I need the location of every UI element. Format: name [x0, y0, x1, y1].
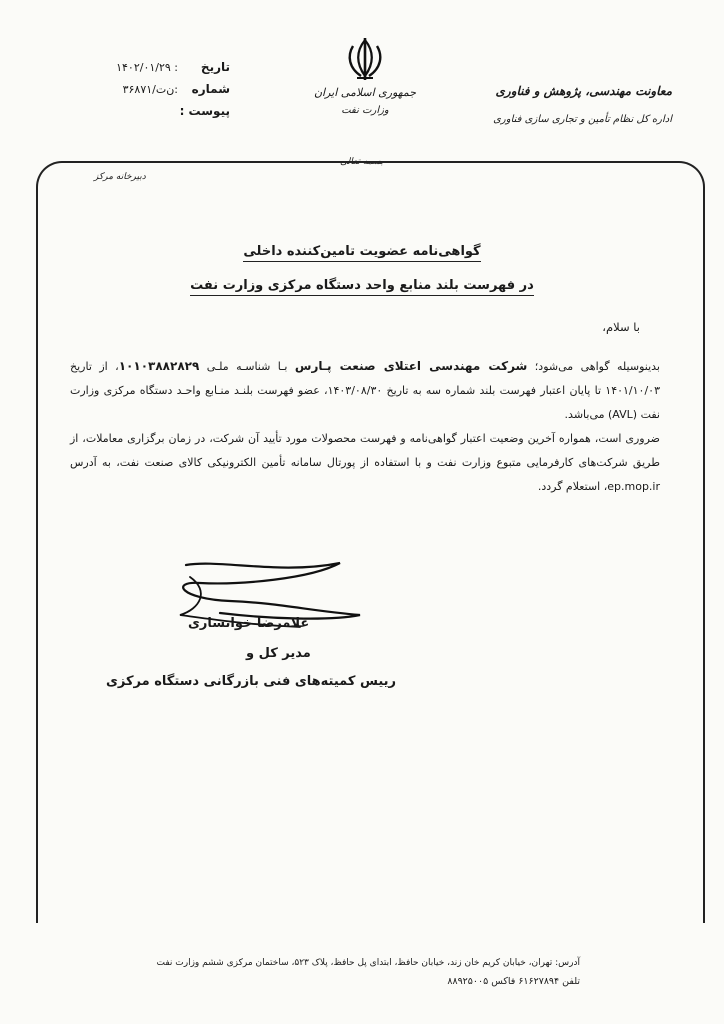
national-id: ۱۰۱۰۳۸۸۲۸۲۹ [118, 359, 200, 373]
date-row [90, 56, 230, 78]
number-row [90, 78, 230, 100]
footer-phone: تلفن ۶۱۶۲۷۸۹۴ فاکس ۸۸۹۲۵۰۰۵ [447, 976, 580, 987]
certificate-title-text: گواهی‌نامه عضویت تامین‌کننده داخلی [243, 244, 480, 262]
emblem-text-ministry: وزارت نفت [341, 105, 389, 116]
date-value: : ۱۴۰۲/۰۱/۲۹ [116, 60, 178, 74]
signatory-role-1: مدیر کل و [246, 646, 311, 661]
letter-meta [90, 56, 230, 122]
attachment-label: پیوست : [179, 104, 230, 118]
certificate-subtitle-text: در فهرست بلند منابع واحد دستگاه مرکزی وزارت نفت [190, 278, 534, 296]
iran-emblem-icon [343, 36, 387, 82]
number-label: شماره [191, 82, 230, 96]
signatory-name: غلامرضا خوانساری [188, 616, 310, 631]
certificate-title [0, 244, 724, 259]
p2-start: ضروری است، همواره آخرین وضعیت اعتبار گواهی‌نامه و فهرست محصولات مورد تأیید آن شرکت، در زمان برگزاری معاملات، از طریق شرکت‌های کارفرمایی متبوع وزارت نفت و با استفاده از پورتال سامانه تأمین الکترونیکی کالای صنعت نفت، به آدرس [70, 432, 660, 469]
paragraph-requirement [70, 427, 660, 499]
p1-mid: بـا شناسـه ملـی [199, 360, 295, 373]
sub-department-name: اداره کل نظام تأمین و تجاری سازی فناوری [493, 114, 672, 125]
attachment-row [90, 100, 230, 122]
department-name: معاونت مهندسی، پژوهش و فناوری [495, 84, 672, 98]
certificate-subtitle [0, 278, 724, 293]
letter-body [70, 354, 660, 499]
date-label: تاریخ [200, 60, 230, 74]
emblem-text-republic: جمهوری اسلامی ایران [313, 86, 417, 99]
signatory-role-2: رییس کمیته‌های فنی بازرگانی دستگاه مرکزی [106, 674, 397, 689]
p1-start: بدینوسیله گواهی می‌شود؛ [527, 360, 660, 373]
company-name: شرکت مهندسی اعتلای صنعت پـارس [294, 359, 528, 373]
handwritten-note: دبیرخانه مرکز [94, 172, 146, 182]
invocation: بسمه تعالی [340, 157, 384, 167]
emblem-block [310, 36, 420, 116]
number-value: :ن‌ت/۳۶۸۷۱ [122, 82, 178, 96]
portal-address: ep.mop.ir [607, 480, 660, 493]
footer-address: آدرس: تهران، خیابان کریم خان زند، خیابان حافظ، ابتدای پل حافظ، پلاک ۵۲۳، ساختمان مرکزی ششم وزارت نفت [156, 958, 580, 968]
greeting: با سلام، [602, 320, 640, 334]
department-block [472, 84, 672, 125]
paragraph-certification [70, 354, 660, 427]
p1-end: ، از تاریخ ۱۴۰۱/۱۰/۰۳ تا پایان اعتبار فهرست بلند شماره سه به تاریخ ۱۴۰۳/۰۸/۳۰، عضو فهرست بلنـد منـابع واحـد دستگاه مرکزی وزارت نفت (AVL) می‌باشد. [70, 360, 660, 421]
page-frame [36, 161, 705, 923]
p2-end: ، استعلام گردد. [537, 480, 608, 493]
